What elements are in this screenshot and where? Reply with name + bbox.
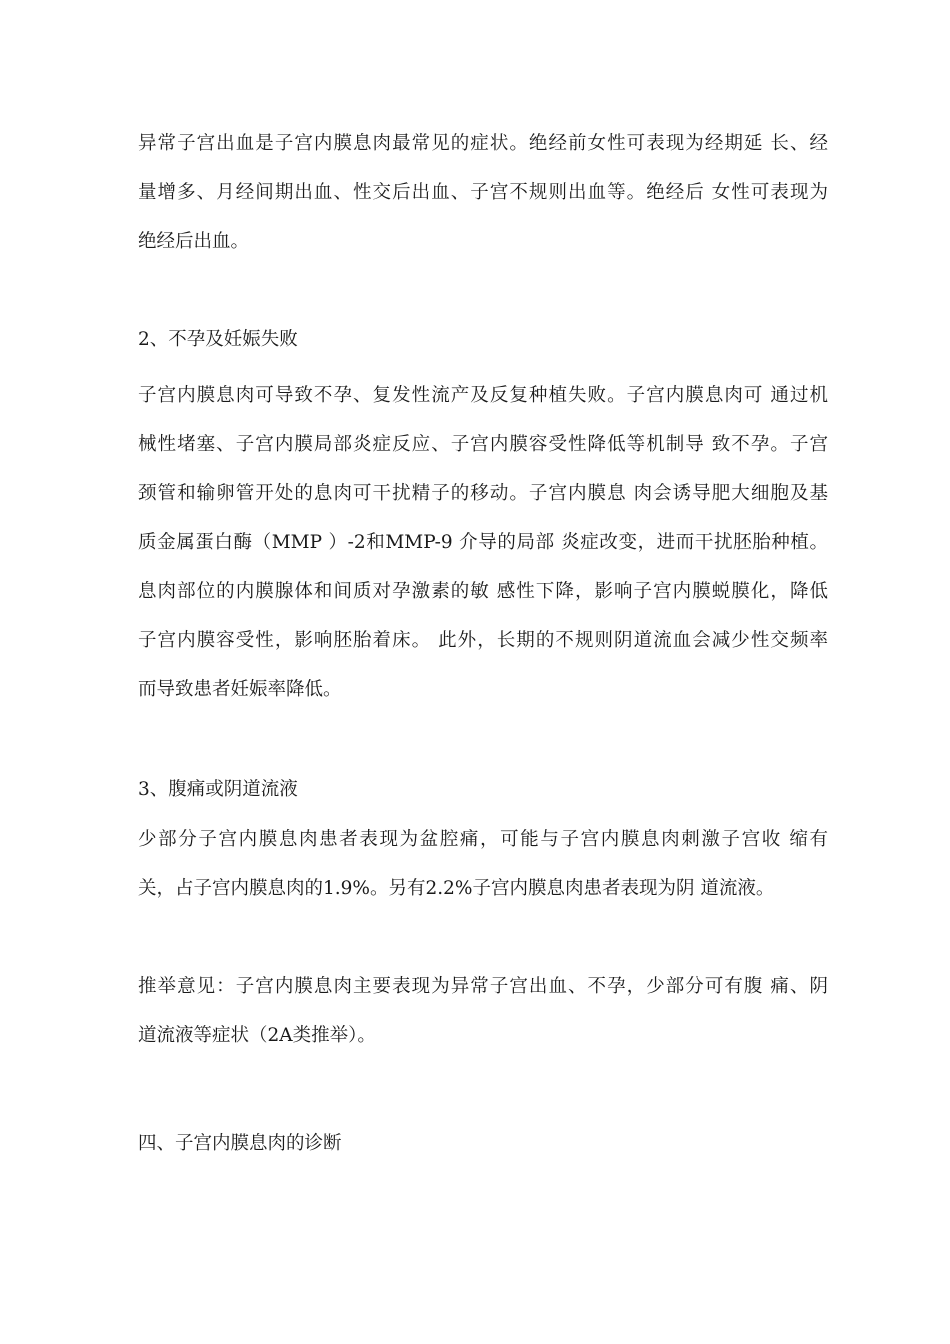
- section-heading-diagnosis: 四、子宫内膜息肉的诊断: [138, 1133, 342, 1154]
- text-line: 少部分子宫内膜息肉患者表现为盆腔痛，可能与子宫内膜息肉刺激子宫收 缩有: [138, 829, 828, 850]
- text-line: 子宫内膜容受性，影响胚胎着床。 此外，长期的不规则阴道流血会减少性交频率: [138, 630, 828, 651]
- text-line: 异常子宫出血是子宫内膜息肉最常见的症状。绝经前女性可表现为经期延 长、经: [138, 133, 828, 154]
- text-line: 道流液等症状（2A类推举）。: [138, 1025, 376, 1046]
- text-line: 颈管和输卵管开处的息肉可干扰精子的移动。子宫内膜息 肉会诱导肥大细胞及基: [138, 483, 828, 504]
- text-line: 推举意见：子宫内膜息肉主要表现为异常子宫出血、不孕，少部分可有腹 痛、阴: [138, 976, 828, 997]
- text-line: 量增多、月经间期出血、性交后出血、子宫不规则出血等。绝经后 女性可表现为: [138, 182, 828, 203]
- text-line: 械性堵塞、子宫内膜局部炎症反应、子宫内膜容受性降低等机制导 致不孕。子宫: [138, 434, 828, 455]
- paragraph-abnormal-bleeding: [138, 119, 828, 266]
- text-line: 关，占子宫内膜息肉的1.9%。另有2.2%子宫内膜息肉患者表现为阴 道流液。: [138, 878, 775, 899]
- paragraph-abdominal-pain: [138, 815, 828, 913]
- text-line: 质金属蛋白酶（MMP ）-2和MMP-9 介导的局部 炎症改变，进而干扰胚胎种植。: [138, 532, 828, 553]
- section-heading-infertility: 2、不孕及妊娠失败: [138, 329, 298, 350]
- text-line: 绝经后出血。: [138, 231, 250, 252]
- text-line: 子宫内膜息肉可导致不孕、复发性流产及反复种植失败。子宫内膜息肉可 通过机: [138, 385, 828, 406]
- paragraph-recommendation: [138, 962, 828, 1060]
- paragraph-infertility: [138, 371, 828, 714]
- text-line: 息肉部位的内膜腺体和间质对孕激素的敏 感性下降，影响子宫内膜蜕膜化，降低: [138, 581, 828, 602]
- section-heading-abdominal-pain: 3、腹痛或阴道流液: [138, 779, 298, 800]
- text-line: 而导致患者妊娠率降低。: [138, 679, 342, 700]
